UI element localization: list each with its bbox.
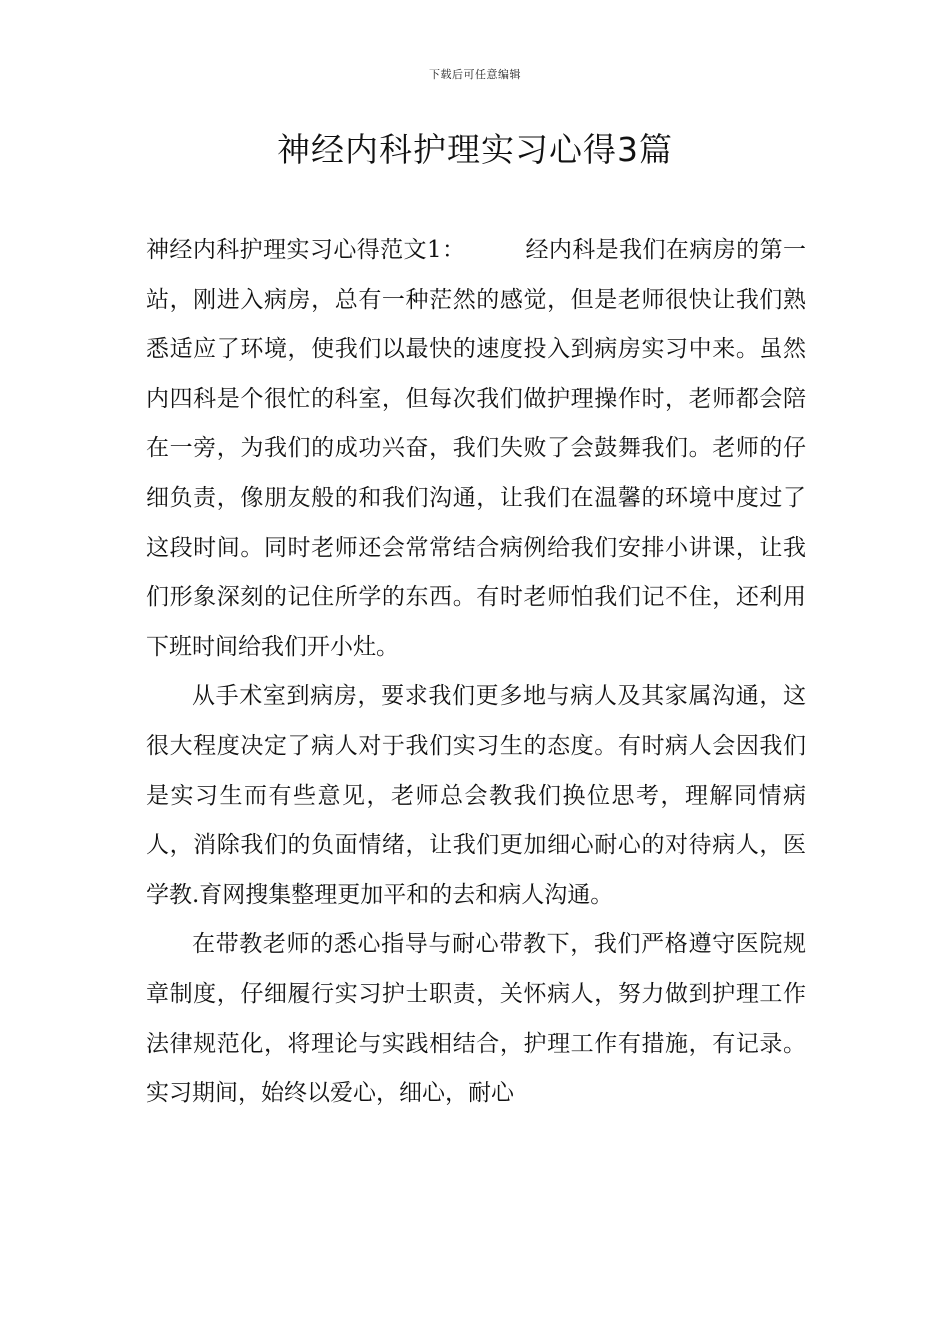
header-note: 下载后可任意编辑 [429,68,521,81]
paragraph-1-text: 经内科是我们在病房的第一站，刚进入病房，总有一种茫然的感觉，但是老师很快让我们熟悉适应了环境，使我们以最快的速度投入到病房实习中来。虽然内四科是个很忙的科室，但每次我们做护理操作时，老师都会陪在一旁，为我们的成功兴奋，我们失败了会鼓舞我们。老师的仔细负责，像朋友般的和我们沟通，让我们在温馨的环境中度过了这段时间。同时老师还会常常结合病例给我们安排小讲课，让我们形象深刻的记住所学的东西。有时老师怕我们记不住，还利用下班时间给我们开小灶。 [146,237,806,660]
paragraph-1 [146,226,806,672]
document-title: 神经内科护理实习心得3篇 [277,130,673,169]
document-body [146,226,806,1119]
paragraph-3: 在带教老师的悉心指导与耐心带教下，我们严格遵守医院规章制度，仔细履行实习护士职责，关怀病人，努力做到护理工作法律规范化，将理论与实践相结合，护理工作有措施，有记录。实习期间，始终以爱心，细心，耐心 [146,931,806,1107]
paragraph-1-lead: 神经内科护理实习心得范文1： [146,237,466,263]
paragraph-2: 从手术室到病房，要求我们更多地与病人及其家属沟通，这很大程度决定了病人对于我们实习生的态度。有时病人会因我们是实习生而有些意见，老师总会教我们换位思考，理解同情病人，消除我们的负面情绪，让我们更加细心耐心的对待病人，医学教.育网搜集整理更加平和的去和病人沟通。 [146,683,806,908]
